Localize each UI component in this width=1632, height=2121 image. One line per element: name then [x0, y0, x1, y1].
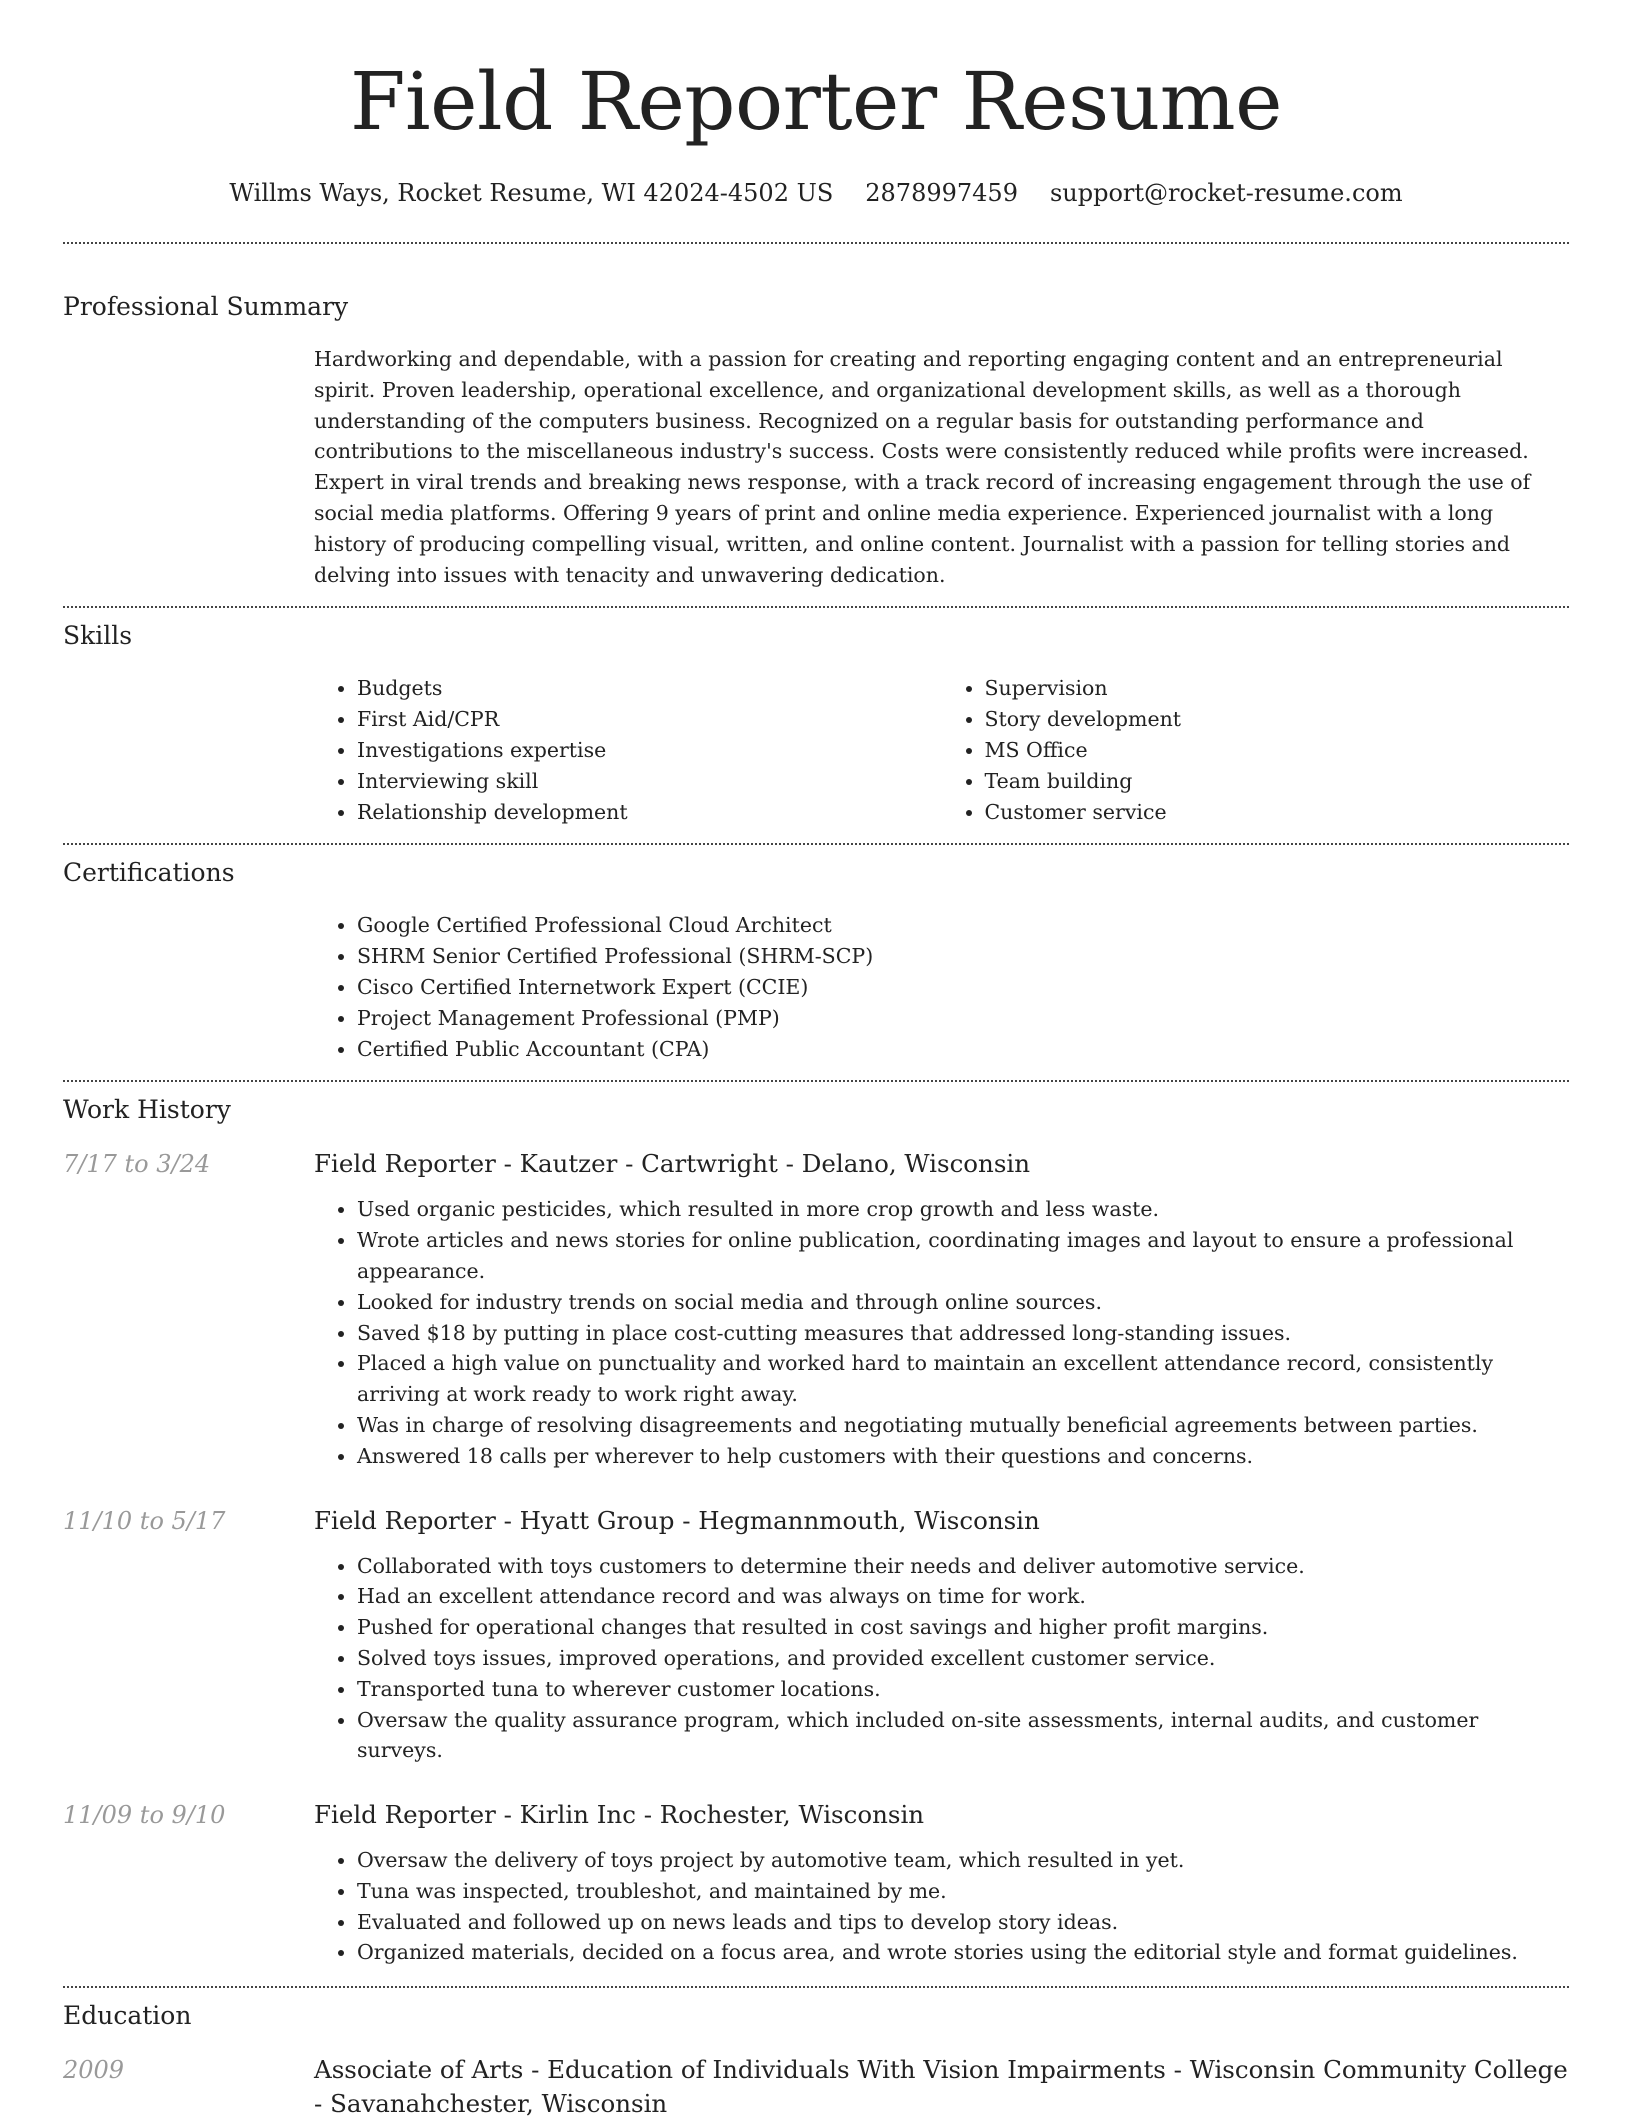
skill-item: • First Aid/CPR	[357, 704, 942, 735]
job-dates: 7/17 to 3/24	[63, 1150, 211, 1179]
job-duty: • Oversaw the delivery of toys project by automotive team, which resulted in yet.	[357, 1845, 1569, 1876]
work-history-section	[63, 1093, 1569, 1986]
job-dates: 11/10 to 5/17	[63, 1506, 226, 1535]
skill-item: • Investigations expertise	[357, 735, 942, 766]
education-entry	[63, 2053, 1569, 2121]
contact-email: support@rocket-resume.com	[1049, 179, 1403, 207]
summary-heading: Professional Summary	[63, 292, 349, 321]
job-title: Field Reporter - Kirlin Inc - Rochester, Wisconsin	[314, 1800, 925, 1830]
skills-columns	[314, 673, 1569, 827]
job-entry	[63, 1147, 1569, 1471]
skill-item: • Supervision	[985, 673, 1570, 704]
certifications-section	[63, 856, 1569, 1064]
skill-item: • Interviewing skill	[357, 766, 942, 797]
job-duty: • Pushed for operational changes that resulted in cost savings and higher profit margins.	[357, 1612, 1569, 1643]
header-divider	[63, 242, 1569, 244]
job-duty: • Tuna was inspected, troubleshot, and maintained by me.	[357, 1876, 1569, 1907]
education-title: Associate of Arts - Education of Individuals With Vision Impairments - Wisconsin Community College - Savanahchester, Wisconsin	[314, 2055, 1568, 2119]
certifications-divider	[63, 1080, 1569, 1082]
job-duty: • Answered 18 calls per wherever to help customers with their questions and concerns.	[357, 1441, 1569, 1472]
page-title: Field Reporter Resume	[350, 55, 1282, 148]
job-entry	[63, 1504, 1569, 1767]
skill-item: • Relationship development	[357, 797, 942, 828]
job-duty: • Used organic pesticides, which resulted in more crop growth and less waste.	[357, 1194, 1569, 1225]
certifications-content	[314, 910, 1569, 1064]
certifications-list	[314, 910, 1569, 1064]
job-body	[314, 1147, 1569, 1471]
job-duty: • Saved $18 by putting in place cost-cutting measures that addressed long-standing issues.	[357, 1318, 1569, 1349]
job-duty: • Oversaw the quality assurance program, which included on-site assessments, internal audits, and customer surveys.	[357, 1705, 1569, 1767]
summary-content	[314, 344, 1569, 590]
job-title: Field Reporter - Kautzer - Cartwright - Delano, Wisconsin	[314, 1149, 1031, 1179]
job-duties-list	[314, 1551, 1569, 1767]
job-duty: • Had an excellent attendance record and was always on time for work.	[357, 1581, 1569, 1612]
certification-item: • Google Certified Professional Cloud Architect	[357, 910, 1569, 941]
skills-heading: Skills	[63, 621, 133, 651]
skill-item: • MS Office	[985, 735, 1570, 766]
skills-list-left	[314, 673, 942, 827]
certifications-heading: Certifications	[63, 858, 235, 888]
certification-item: • Project Management Professional (PMP)	[357, 1003, 1569, 1034]
skill-item: • Customer service	[985, 797, 1570, 828]
work-history-heading: Work History	[63, 1095, 231, 1125]
skill-item: • Team building	[985, 766, 1570, 797]
job-duty: • Looked for industry trends on social media and through online sources.	[357, 1287, 1569, 1318]
contact-line	[63, 176, 1569, 210]
job-duties-list	[314, 1845, 1569, 1968]
skill-item: • Story development	[985, 704, 1570, 735]
work-history-divider	[63, 1986, 1569, 1988]
contact-phone: 2878997459	[865, 179, 1018, 207]
job-dates: 11/09 to 9/10	[63, 1801, 226, 1830]
job-duty: • Transported tuna to wherever customer locations.	[357, 1674, 1569, 1705]
job-duty: • Collaborated with toys customers to determine their needs and deliver automotive service.	[357, 1551, 1569, 1582]
summary-section	[63, 290, 1569, 590]
job-duty: • Placed a high value on punctuality and worked hard to maintain an excellent attendance record, consistently arriving at work ready to work right away.	[357, 1348, 1569, 1410]
job-duty: • Organized materials, decided on a focus area, and wrote stories using the editorial style and format guidelines.	[357, 1937, 1569, 1968]
certification-item: • SHRM Senior Certified Professional (SHRM-SCP)	[357, 941, 1569, 972]
skill-item: • Budgets	[357, 673, 942, 704]
skills-section	[63, 619, 1569, 827]
summary-text: Hardworking and dependable, with a passion for creating and reporting engaging content and an entrepreneurial spirit. Proven leadership, operational excellence, and organizational development skills, as well as a thorough understanding of the computers business. Recognized on a regular basis for outstanding performance and contributions to the miscellaneous industry's success. Costs were consistently reduced while profits were increased. Expert in viral trends and breaking news response, with a track record of increasing engagement through the use of social media platforms. Offering 9 years of print and online media experience. Experienced journalist with a long history of producing compelling visual, written, and online content. Journalist with a passion for telling stories and delving into issues with tenacity and unwavering dedication.	[314, 347, 1531, 587]
education-body	[314, 2053, 1569, 2121]
job-duty: • Evaluated and followed up on news leads and tips to develop story ideas.	[357, 1907, 1569, 1938]
skills-list-right	[942, 673, 1570, 827]
certification-item: • Cisco Certified Internetwork Expert (CCIE)	[357, 972, 1569, 1003]
contact-address: Willms Ways, Rocket Resume, WI 42024-4502 US	[229, 179, 834, 207]
certification-item: • Certified Public Accountant (CPA)	[357, 1034, 1569, 1065]
summary-divider	[63, 606, 1569, 608]
job-duty: • Was in charge of resolving disagreements and negotiating mutually beneficial agreements between parties.	[357, 1410, 1569, 1441]
job-duty: • Solved toys issues, improved operations, and provided excellent customer service.	[357, 1643, 1569, 1674]
job-duty: • Wrote articles and news stories for online publication, coordinating images and layout to ensure a professional appearance.	[357, 1225, 1569, 1287]
education-year: 2009	[63, 2056, 125, 2085]
education-heading: Education	[63, 2001, 192, 2031]
job-duties-list	[314, 1194, 1569, 1471]
job-entry	[63, 1798, 1569, 1968]
job-body	[314, 1798, 1569, 1968]
education-section	[63, 1999, 1569, 2121]
skills-divider	[63, 843, 1569, 845]
job-body	[314, 1504, 1569, 1767]
job-title: Field Reporter - Hyatt Group - Hegmannmouth, Wisconsin	[314, 1505, 1040, 1535]
